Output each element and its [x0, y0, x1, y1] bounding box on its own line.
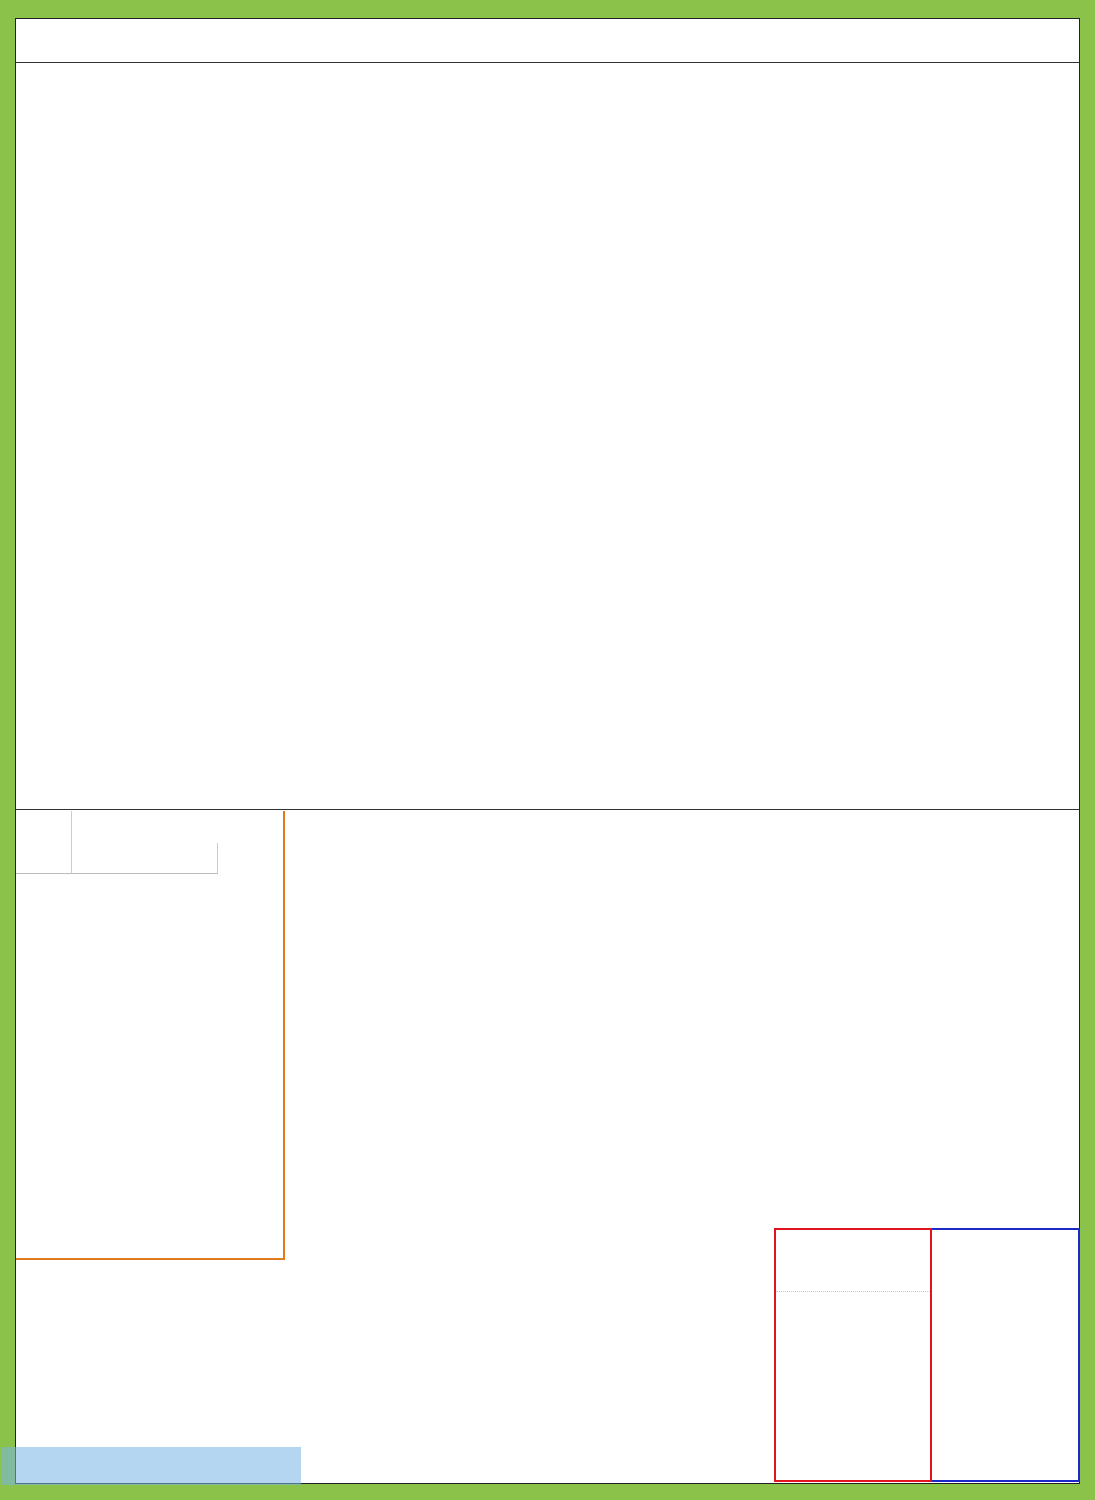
zodiac-stats-box: [16, 811, 285, 1260]
stats-sheet: [15, 18, 1080, 1484]
blank-box: [932, 1228, 1080, 1482]
limit-title: [776, 1230, 930, 1292]
after-header: [129, 843, 218, 874]
recent-header: [219, 819, 283, 843]
watermark: [1, 1447, 301, 1485]
before-header: [72, 843, 129, 874]
open-count-header: [72, 813, 218, 839]
limit-box: [774, 1228, 932, 1482]
page-title: [16, 19, 1079, 63]
divider: [16, 809, 1079, 810]
zodiac-header: [16, 811, 72, 874]
